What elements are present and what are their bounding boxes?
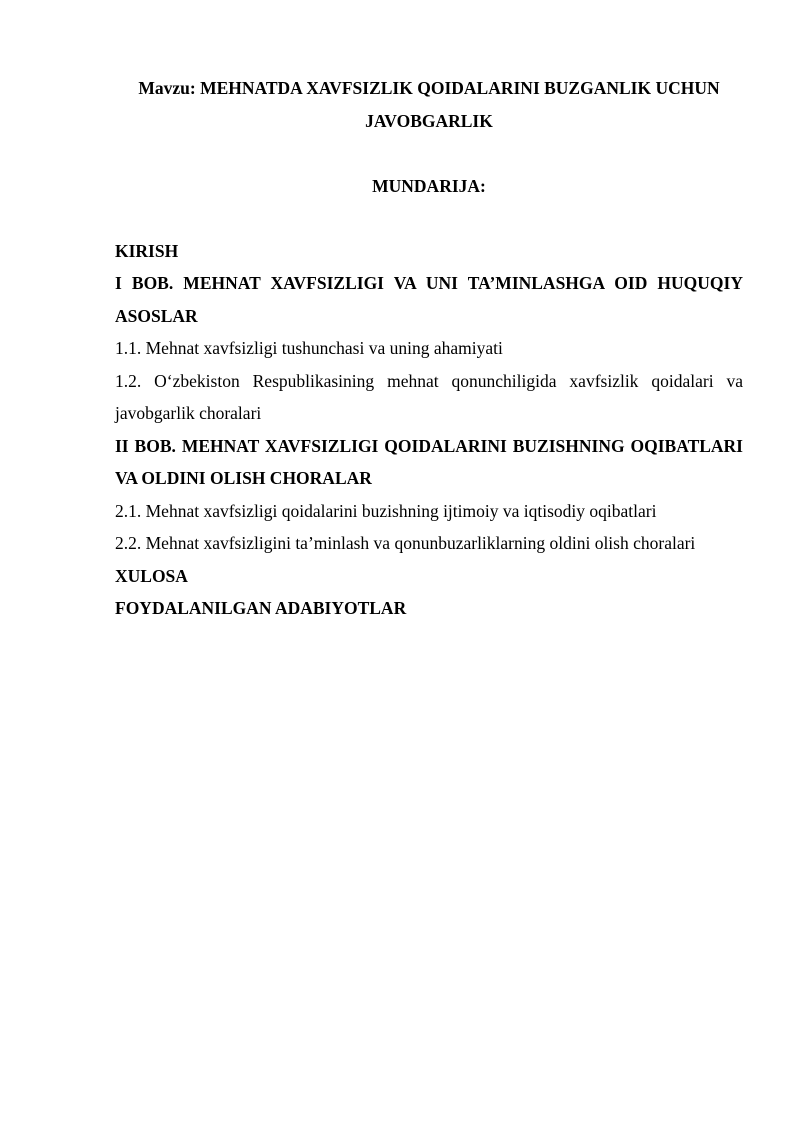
toc-entry-section-1-2: 1.2. O‘zbekiston Respublikasining mehnat qonunchiligida xavfsizlik qoidalari va javobgarlik choralari — [115, 370, 743, 423]
toc-heading: MUNDARIJA: — [372, 176, 486, 196]
toc-entry-conclusion: XULOSA — [115, 565, 188, 586]
toc-entry-section-1-1: 1.1. Mehnat xavfsizligi tushunchasi va uning ahamiyati — [115, 338, 503, 358]
document-title: Mavzu: MEHNATDA XAVFSIZLIK QOIDALARINI BUZGANLIK UCHUN JAVOBGARLIK — [138, 78, 720, 131]
table-of-contents — [115, 235, 743, 625]
toc-entry-references: FOYDALANILGAN ADABIYOTLAR — [115, 598, 407, 618]
toc-entry-introduction: KIRISH — [115, 240, 179, 261]
document-page — [115, 72, 743, 625]
toc-entry-section-2-2: 2.2. Mehnat xavfsizligini ta’minlash va qonunbuzarliklarning oldini olish choralari — [115, 533, 696, 553]
toc-entry-section-2-1: 2.1. Mehnat xavfsizligi qoidalarini buzishning ijtimoiy va iqtisodiy oqibatlari — [115, 500, 657, 521]
toc-entry-chapter-1: I BOB. MEHNAT XAVFSIZLIGI VA UNI TA’MINLASHGA OID HUQUQIY ASOSLAR — [115, 273, 743, 326]
toc-entry-chapter-2: II BOB. MEHNAT XAVFSIZLIGI QOIDALARINI BUZISHNING OQIBATLARI VA OLDINI OLISH CHORALAR — [115, 435, 743, 488]
